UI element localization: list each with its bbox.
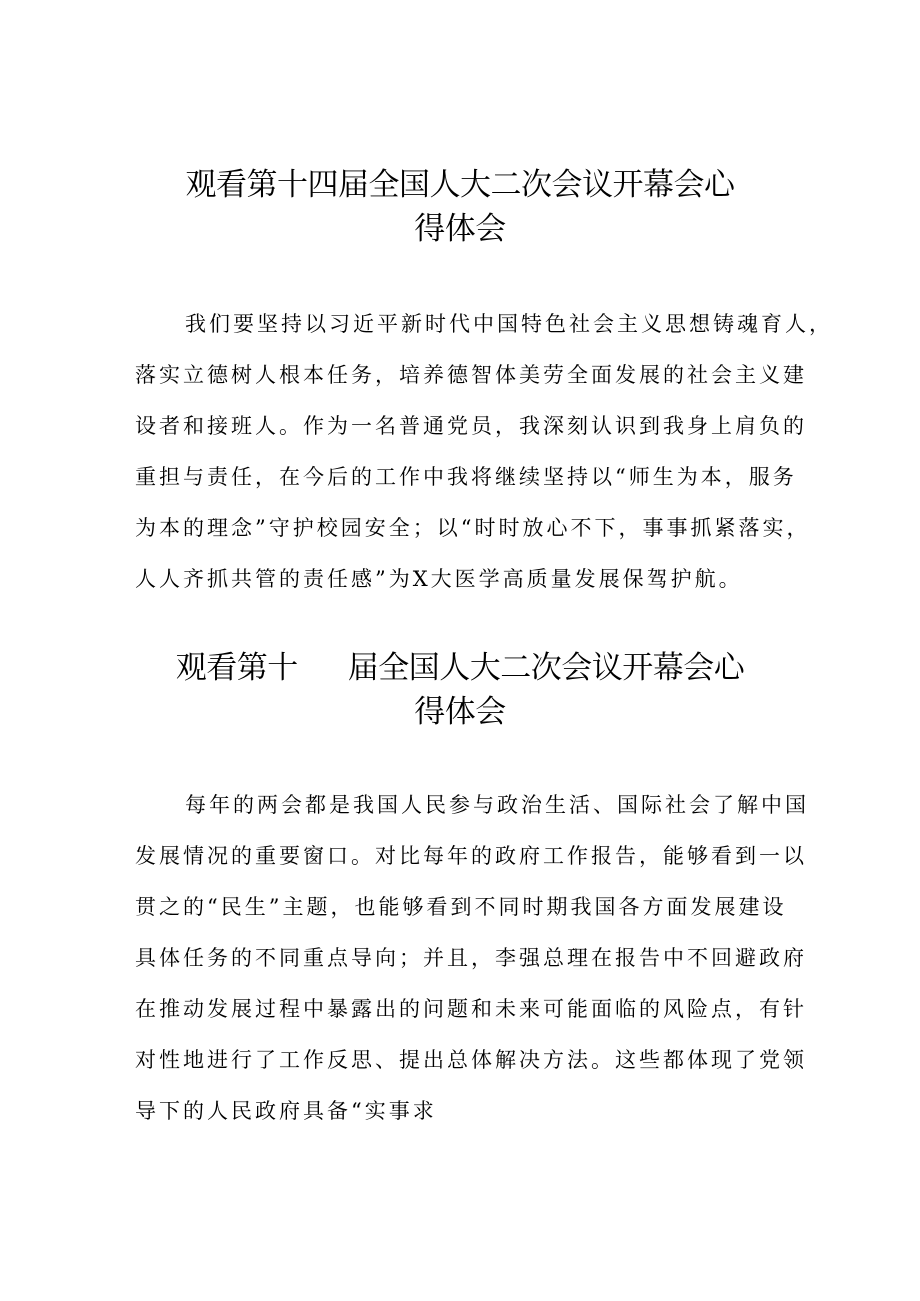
section-2-paragraph-line: 具体任务的不同重点导向；并且，李强总理在报告中不回避政府 — [135, 946, 807, 970]
section-1-title — [135, 163, 785, 251]
section-2-paragraph-line: 在推动发展过程中暴露出的问题和未来可能面临的风险点，有针 — [135, 997, 807, 1021]
section-2-paragraph-line: 每年的两会都是我国人民参与政治生活、国际社会了解中国 — [185, 793, 809, 817]
section-2-title-part-b: 届全国人大二次会议开幕会心 — [347, 650, 745, 686]
section-1-paragraph-line: 重担与责任，在今后的工作中我将继续坚持以“师生为本，服务 — [135, 465, 797, 489]
section-1-paragraph-line: 人人齐抓共管的责任感”为X大医学高质量发展保驾护航。 — [135, 567, 743, 591]
section-1-paragraph-line: 落实立德树人根本任务，培养德智体美劳全面发展的社会主义建 — [135, 363, 807, 387]
section-2-paragraph-line: 导下的人民政府具备“实事求 — [135, 1099, 437, 1123]
section-2-paragraph-line: 发展情况的重要窗口。对比每年的政府工作报告，能够看到一以 — [135, 844, 807, 868]
section-1-paragraph-line: 为本的理念”守护校园安全；以“时时放心不下，事事抓紧落实， — [135, 516, 811, 540]
section-1-title-line-1: 观看第十四届全国人大二次会议开幕会心 — [185, 167, 735, 203]
section-1-paragraph — [135, 299, 833, 605]
section-1-paragraph-line: 设者和接班人。作为一名普通党员，我深刻认识到我身上肩负的 — [135, 414, 807, 438]
section-1-paragraph-line: 我们要坚持以习近平新时代中国特色社会主义思想铸魂育人， — [185, 312, 833, 336]
section-2-title-line-2: 得体会 — [414, 694, 506, 730]
section-2-title-line-1 — [135, 646, 785, 690]
section-2-title-part-a: 观看第十 — [175, 650, 298, 686]
section-2-paragraph-line: 对性地进行了工作反思、提出总体解决方法。这些都体现了党领 — [135, 1048, 807, 1072]
section-2-paragraph-line: 贯之的“民生”主题，也能够看到不同时期我国各方面发展建设 — [135, 895, 787, 919]
section-2-title — [135, 646, 785, 734]
section-1-title-line-2: 得体会 — [414, 211, 506, 247]
section-2-paragraph — [135, 780, 809, 1137]
